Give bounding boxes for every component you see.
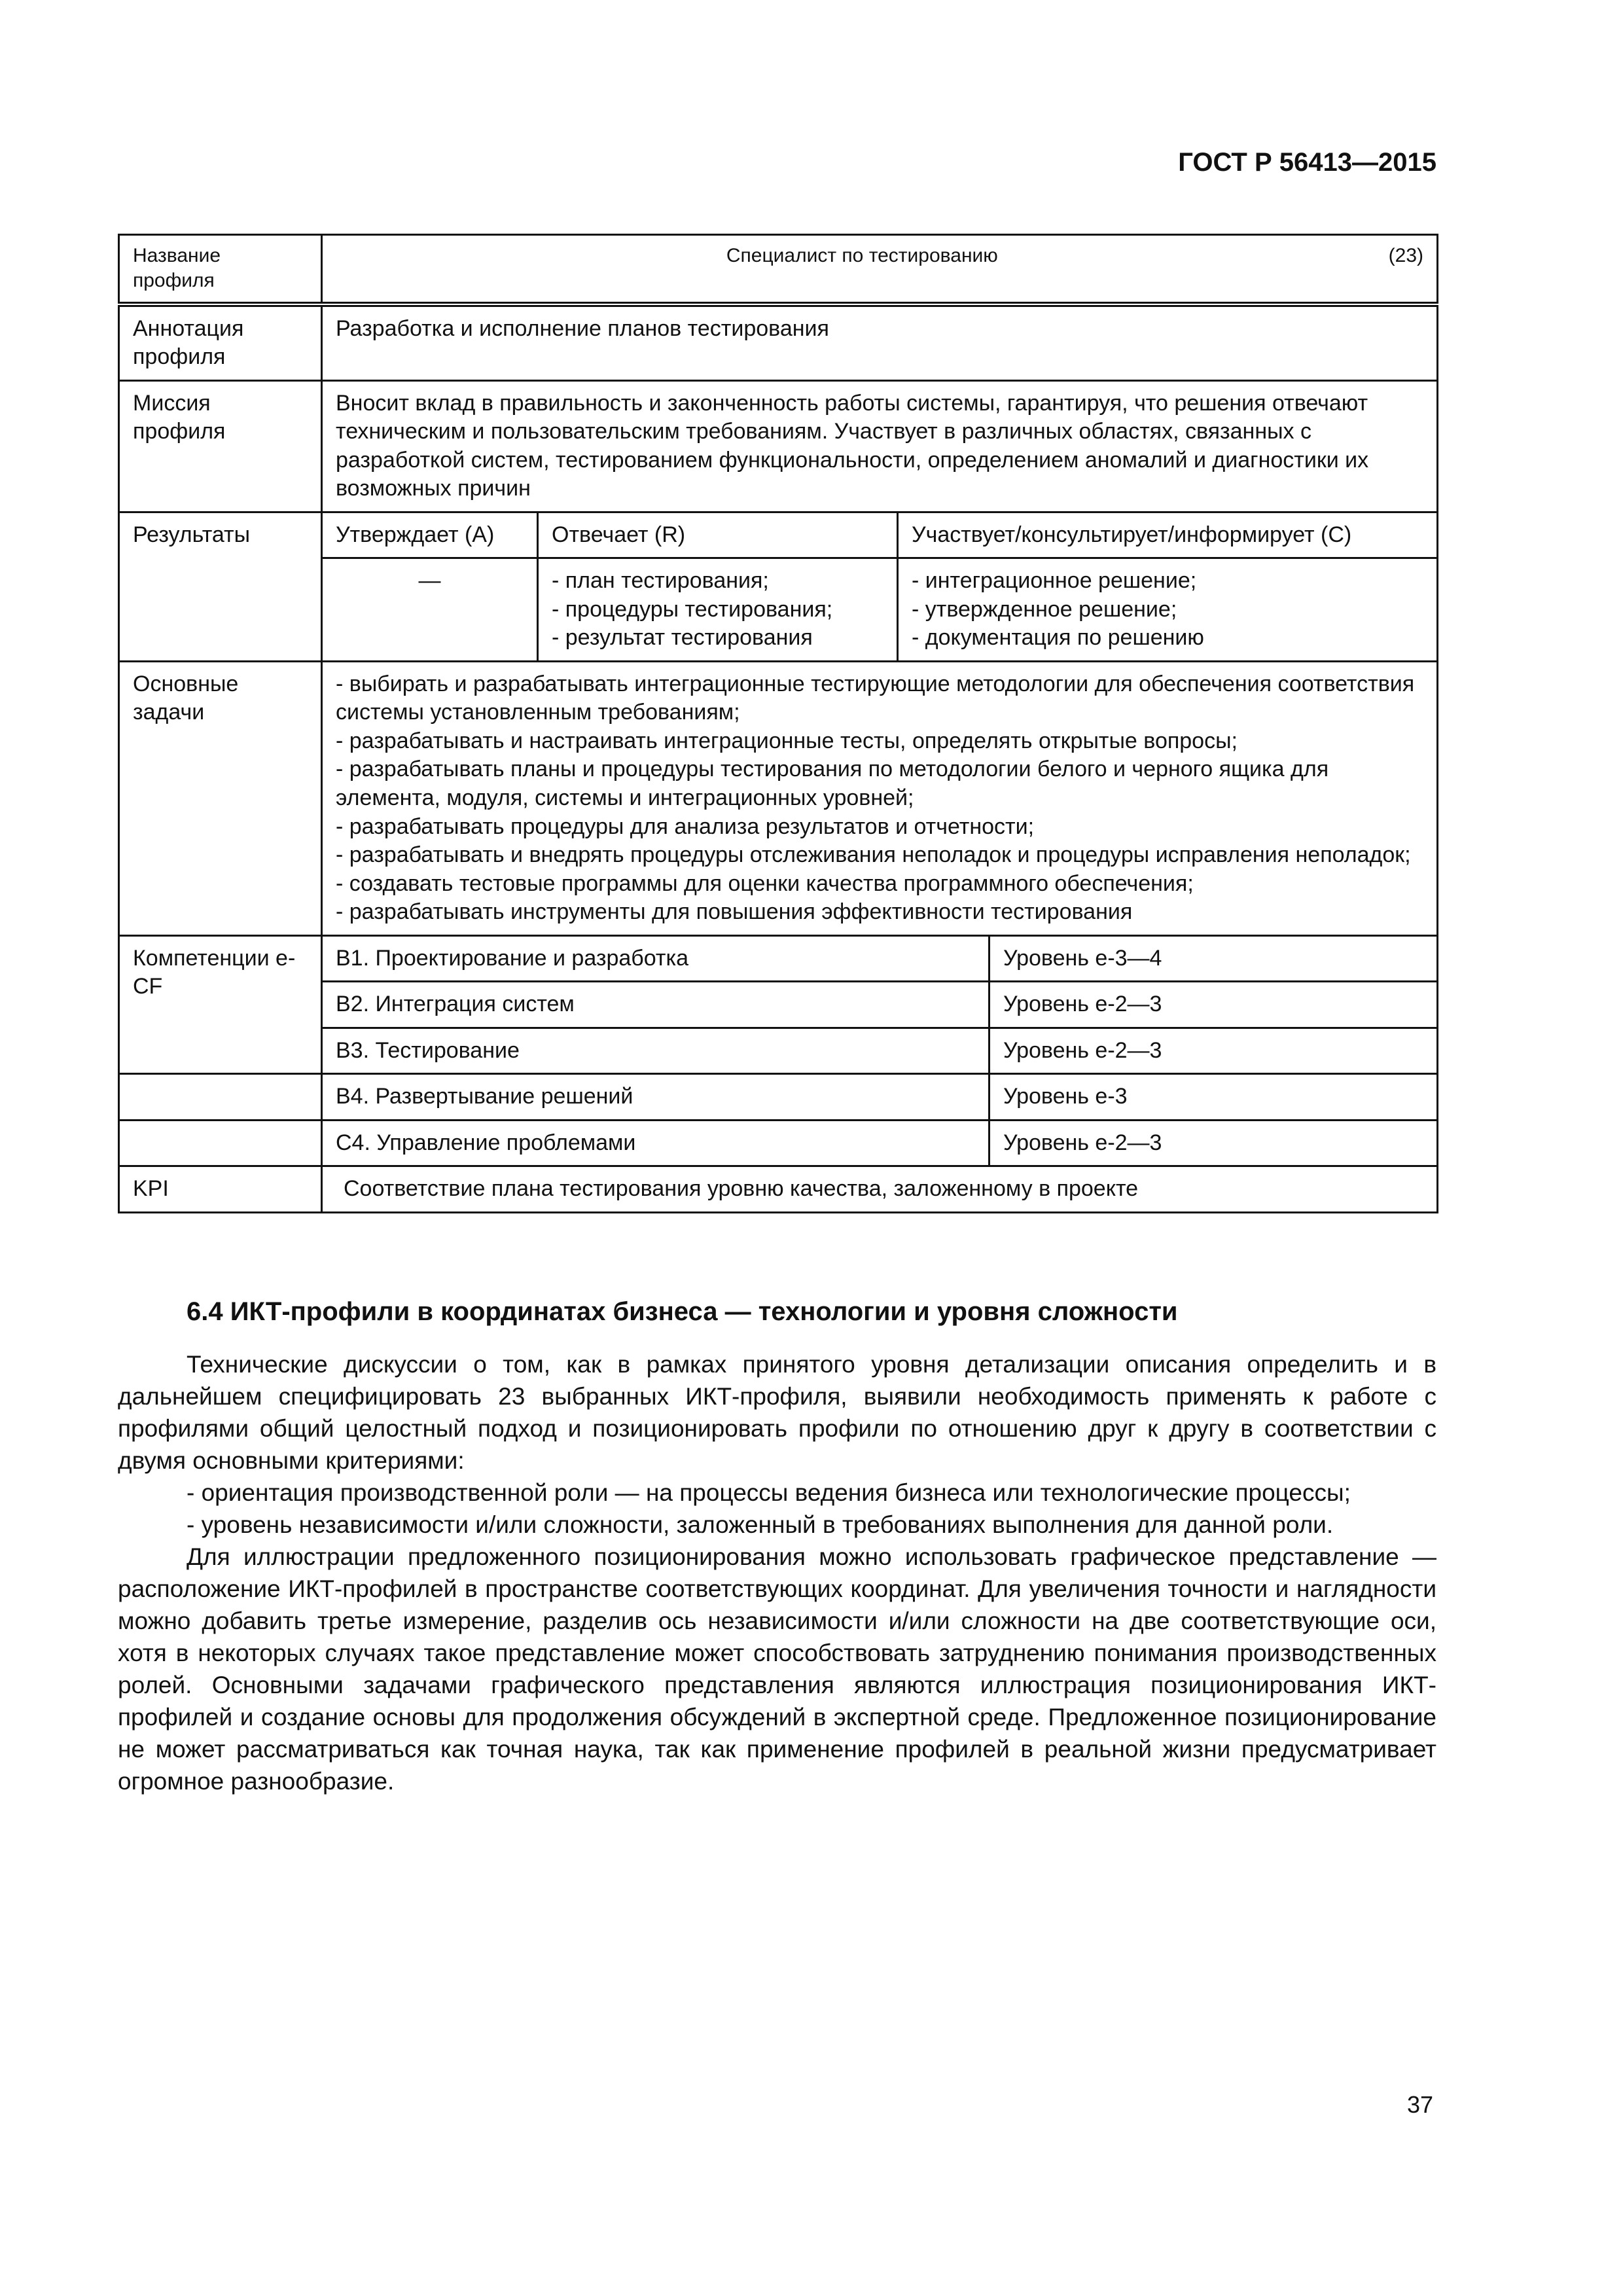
annotation-row bbox=[119, 304, 1438, 381]
profile-number: (23) bbox=[1388, 245, 1423, 266]
competence-level: Уровень е-3 bbox=[990, 1074, 1438, 1121]
results-responsible-list bbox=[538, 558, 898, 662]
competence-name: B3. Тестирование bbox=[322, 1028, 990, 1074]
competence-name: B1. Проектирование и разработка bbox=[322, 935, 990, 982]
annotation-value: Разработка и исполнение планов тестирования bbox=[322, 304, 1438, 381]
empty-label-cell bbox=[119, 1120, 322, 1166]
results-participates-list bbox=[898, 558, 1438, 662]
paragraph: Для иллюстрации предложенного позиционирования можно использовать графическое представление — расположение ИКТ-профилей в пространстве соответствующих координат. Для увеличения точности и наглядности можно добавить третье измерение, разделив ось независимости и/или сложности на две соответствующие оси, хотя в некоторых случаях такое представление может способствовать затруднению понимания производственных ролей. Основными задачами графического представления являются иллюстрация позиционирования ИКТ-профилей и создание основы для продолжения обсуждений в экспертной среде. Предложенное позиционирование не может рассматриваться как точная наука, так как применение профилей в реальной жизни предусматривает огромное разнообразие. bbox=[118, 1543, 1436, 1795]
list-item: - создавать тестовые программы для оценки качества программного обеспечения; bbox=[336, 870, 1194, 896]
results-approves-value: — bbox=[322, 558, 538, 662]
list-item: - процедуры тестирования; bbox=[552, 596, 833, 622]
competence-level: Уровень е-2—3 bbox=[990, 982, 1438, 1028]
section-body bbox=[118, 1348, 1436, 1797]
list-item: - разрабатывать процедуры для анализа результатов и отчетности; bbox=[336, 814, 1035, 839]
profile-name-cell bbox=[322, 235, 1438, 304]
annotation-label: Аннотация профиля bbox=[119, 304, 322, 381]
competences-label: Компетенции e-CF bbox=[119, 935, 322, 1074]
profile-name-label: Название профиля bbox=[119, 235, 322, 304]
page-number: 37 bbox=[1407, 2091, 1434, 2118]
section-title: 6.4 ИКТ-профили в координатах бизнеса — технологии и уровня сложности bbox=[187, 1297, 1178, 1326]
kpi-value: Соответствие плана тестирования уровню качества, заложенному в проекте bbox=[322, 1166, 1438, 1213]
tasks-row bbox=[119, 661, 1438, 935]
results-header-participates: Участвует/консультирует/информирует (С) bbox=[898, 512, 1438, 558]
tasks-label: Основные задачи bbox=[119, 661, 322, 935]
competence-level: Уровень е-2—3 bbox=[990, 1120, 1438, 1166]
competence-row bbox=[119, 1120, 1438, 1166]
list-item: - разрабатывать инструменты для повышения эффективности тестирования bbox=[336, 899, 1133, 925]
list-item: - выбирать и разрабатывать интеграционные тестирующие методологии для обеспечения соответствия системы установленным требованиям; bbox=[336, 671, 1415, 725]
results-header-approves: Утверждает (А) bbox=[322, 512, 538, 558]
mission-value: Вносит вклад в правильность и законченность работы системы, гарантируя, что решения отвечают техническим и пользовательским требованиям. Участвует в различных областях, связанных с разработкой систем, тестированием функциональности, определением аномалий и диагностики их возможных причин bbox=[322, 380, 1438, 512]
competence-level: Уровень е-3—4 bbox=[990, 935, 1438, 982]
list-item: - результат тестирования bbox=[552, 625, 813, 651]
mission-row bbox=[119, 380, 1438, 512]
profile-name-value: Специалист по тестированию bbox=[726, 245, 998, 266]
results-header-responsible: Отвечает (R) bbox=[538, 512, 898, 558]
list-item: - разрабатывать и настраивать интеграционные тесты, определять открытые вопросы; bbox=[336, 728, 1238, 753]
competence-name: C4. Управление проблемами bbox=[322, 1120, 990, 1166]
profile-table bbox=[118, 234, 1438, 1213]
competence-row bbox=[119, 935, 1438, 982]
kpi-row bbox=[119, 1166, 1438, 1213]
empty-label-cell bbox=[119, 1074, 322, 1121]
mission-label: Миссия профиля bbox=[119, 380, 322, 512]
competence-row bbox=[119, 1074, 1438, 1121]
list-item: - интеграционное решение; bbox=[912, 568, 1197, 594]
paragraph: - ориентация производственной роли — на процессы ведения бизнеса или технологические процессы; bbox=[187, 1479, 1351, 1506]
document-code: ГОСТ Р 56413—2015 bbox=[1178, 148, 1436, 177]
list-item: - документация по решению bbox=[912, 625, 1204, 651]
list-item: - утвержденное решение; bbox=[912, 596, 1177, 622]
kpi-label: KPI bbox=[119, 1166, 322, 1213]
paragraph: Технические дискуссии о том, как в рамках принятого уровня детализации описания определить и в дальнейшем специфицировать 23 выбранных ИКТ-профиля, выявили необходимость применять к работе с профилями общий целостный подход и позиционировать профили по отношению друг к другу в соответствии с двумя основными критериями: bbox=[118, 1351, 1436, 1474]
tasks-list-cell bbox=[322, 661, 1438, 935]
competence-level: Уровень е-2—3 bbox=[990, 1028, 1438, 1074]
competence-name: B2. Интеграция систем bbox=[322, 982, 990, 1028]
paragraph: - уровень независимости и/или сложности, заложенный в требованиях выполнения для данной роли. bbox=[187, 1511, 1334, 1538]
list-item: - разрабатывать планы и процедуры тестирования по методологии белого и черного ящика для элемента, модуля, системы и интеграционных уровней; bbox=[336, 757, 1329, 810]
competence-name: B4. Развертывание решений bbox=[322, 1074, 990, 1121]
list-item: - план тестирования; bbox=[552, 568, 769, 594]
results-label: Результаты bbox=[119, 512, 322, 661]
results-header-row bbox=[119, 512, 1438, 558]
list-item: - разрабатывать и внедрять процедуры отслеживания неполадок и процедуры исправления неполадок; bbox=[336, 842, 1411, 868]
profile-name-row bbox=[119, 235, 1438, 304]
